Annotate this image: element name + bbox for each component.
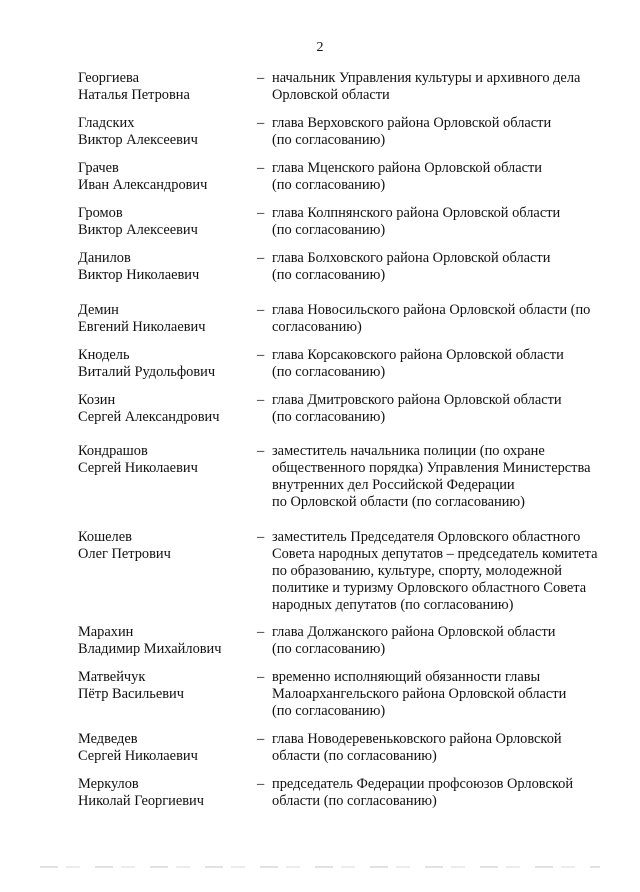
position <box>272 669 620 720</box>
position <box>272 70 620 104</box>
position-line: (по согласованию) <box>272 409 386 425</box>
dash: – <box>257 392 265 408</box>
dash: – <box>257 302 265 318</box>
dash: – <box>257 70 265 86</box>
surname: Гладских <box>78 115 135 131</box>
position-line: общественного порядка) Управления Министерства <box>272 460 591 476</box>
surname: Грачев <box>78 160 119 176</box>
position <box>272 624 620 658</box>
page-number: 2 <box>316 40 324 55</box>
dash: – <box>257 669 265 685</box>
person-name <box>78 115 253 149</box>
person-name <box>78 347 253 381</box>
position-line: (по согласованию) <box>272 267 386 283</box>
position <box>272 392 620 426</box>
dash: – <box>257 205 265 221</box>
position-line: председатель Федерации профсоюзов Орловской <box>272 776 574 792</box>
dash: – <box>257 624 265 640</box>
surname: Медведев <box>78 731 138 747</box>
position-line: по образованию, культуре, спорту, молодежной <box>272 563 563 579</box>
scan-artifact <box>40 866 600 868</box>
person-name <box>78 250 253 284</box>
given-name: Виктор Алексеевич <box>78 132 198 148</box>
position <box>272 250 620 284</box>
position <box>272 776 620 810</box>
position-line: заместитель начальника полиции (по охране <box>272 443 545 459</box>
position-line: внутренних дел Российской Федерации <box>272 477 515 493</box>
given-name: Владимир Михайлович <box>78 641 222 657</box>
position-line: народных депутатов (по согласованию) <box>272 597 514 613</box>
surname: Кошелев <box>78 529 132 545</box>
position-line: (по согласованию) <box>272 177 386 193</box>
position-line: (по согласованию) <box>272 364 386 380</box>
position <box>272 205 620 239</box>
person-name <box>78 443 253 477</box>
surname: Кнодель <box>78 347 130 363</box>
position-line: Орловской области <box>272 87 390 103</box>
position-line: глава Колпнянского района Орловской области <box>272 205 561 221</box>
position-line: области (по согласованию) <box>272 793 437 809</box>
position-line: политике и туризму Орловского областного Совета <box>272 580 587 596</box>
surname: Кондрашов <box>78 443 148 459</box>
position <box>272 160 620 194</box>
dash: – <box>257 776 265 792</box>
position-line: глава Новодеревеньковского района Орловской <box>272 731 562 747</box>
dash: – <box>257 443 265 459</box>
dash: – <box>257 529 265 545</box>
given-name: Виктор Алексеевич <box>78 222 198 238</box>
position-line: Малоархангельского района Орловской области <box>272 686 567 702</box>
dash: – <box>257 250 265 266</box>
position-line: (по согласованию) <box>272 222 386 238</box>
position-line: глава Новосильского района Орловской области (по <box>272 302 591 318</box>
position-line: глава Корсаковского района Орловской области <box>272 347 564 363</box>
person-name <box>78 205 253 239</box>
position <box>272 529 620 614</box>
given-name: Олег Петрович <box>78 546 171 562</box>
given-name: Сергей Николаевич <box>78 460 198 476</box>
position <box>272 302 620 336</box>
person-name <box>78 392 253 426</box>
surname: Меркулов <box>78 776 139 792</box>
person-name <box>78 669 253 703</box>
person-name <box>78 731 253 765</box>
given-name: Виталий Рудольфович <box>78 364 216 380</box>
position-line: глава Дмитровского района Орловской области <box>272 392 562 408</box>
position <box>272 115 620 149</box>
surname: Козин <box>78 392 116 408</box>
position-line: области (по согласованию) <box>272 748 437 764</box>
person-name <box>78 302 253 336</box>
position-line: Совета народных депутатов – председатель комитета <box>272 546 598 562</box>
given-name: Наталья Петровна <box>78 87 190 103</box>
position-line: глава Должанского района Орловской области <box>272 624 556 640</box>
position-line: (по согласованию) <box>272 132 386 148</box>
surname: Громов <box>78 205 123 221</box>
person-name <box>78 776 253 810</box>
surname: Матвейчук <box>78 669 146 685</box>
person-name <box>78 624 253 658</box>
position-line: заместитель Председателя Орловского областного <box>272 529 581 545</box>
position <box>272 731 620 765</box>
position-line: начальник Управления культуры и архивного дела <box>272 70 581 86</box>
dash: – <box>257 347 265 363</box>
position-line: временно исполняющий обязанности главы <box>272 669 541 685</box>
given-name: Виктор Николаевич <box>78 267 200 283</box>
position-line: (по согласованию) <box>272 641 386 657</box>
given-name: Николай Георгиевич <box>78 793 204 809</box>
position <box>272 443 620 511</box>
dash: – <box>257 115 265 131</box>
given-name: Пётр Васильевич <box>78 686 184 702</box>
surname: Данилов <box>78 250 131 266</box>
person-name <box>78 70 253 104</box>
surname: Георгиева <box>78 70 139 86</box>
position-line: по Орловской области (по согласованию) <box>272 494 525 510</box>
given-name: Иван Александрович <box>78 177 208 193</box>
position-line: глава Болховского района Орловской области <box>272 250 551 266</box>
given-name: Евгений Николаевич <box>78 319 206 335</box>
position-line: глава Мценского района Орловской области <box>272 160 542 176</box>
position-line: глава Верховского района Орловской области <box>272 115 552 131</box>
position-line: (по согласованию) <box>272 703 386 719</box>
person-name <box>78 160 253 194</box>
given-name: Сергей Александрович <box>78 409 220 425</box>
position <box>272 347 620 381</box>
person-name <box>78 529 253 563</box>
surname: Марахин <box>78 624 134 640</box>
dash: – <box>257 160 265 176</box>
given-name: Сергей Николаевич <box>78 748 198 764</box>
surname: Демин <box>78 302 119 318</box>
dash: – <box>257 731 265 747</box>
position-line: согласованию) <box>272 319 362 335</box>
